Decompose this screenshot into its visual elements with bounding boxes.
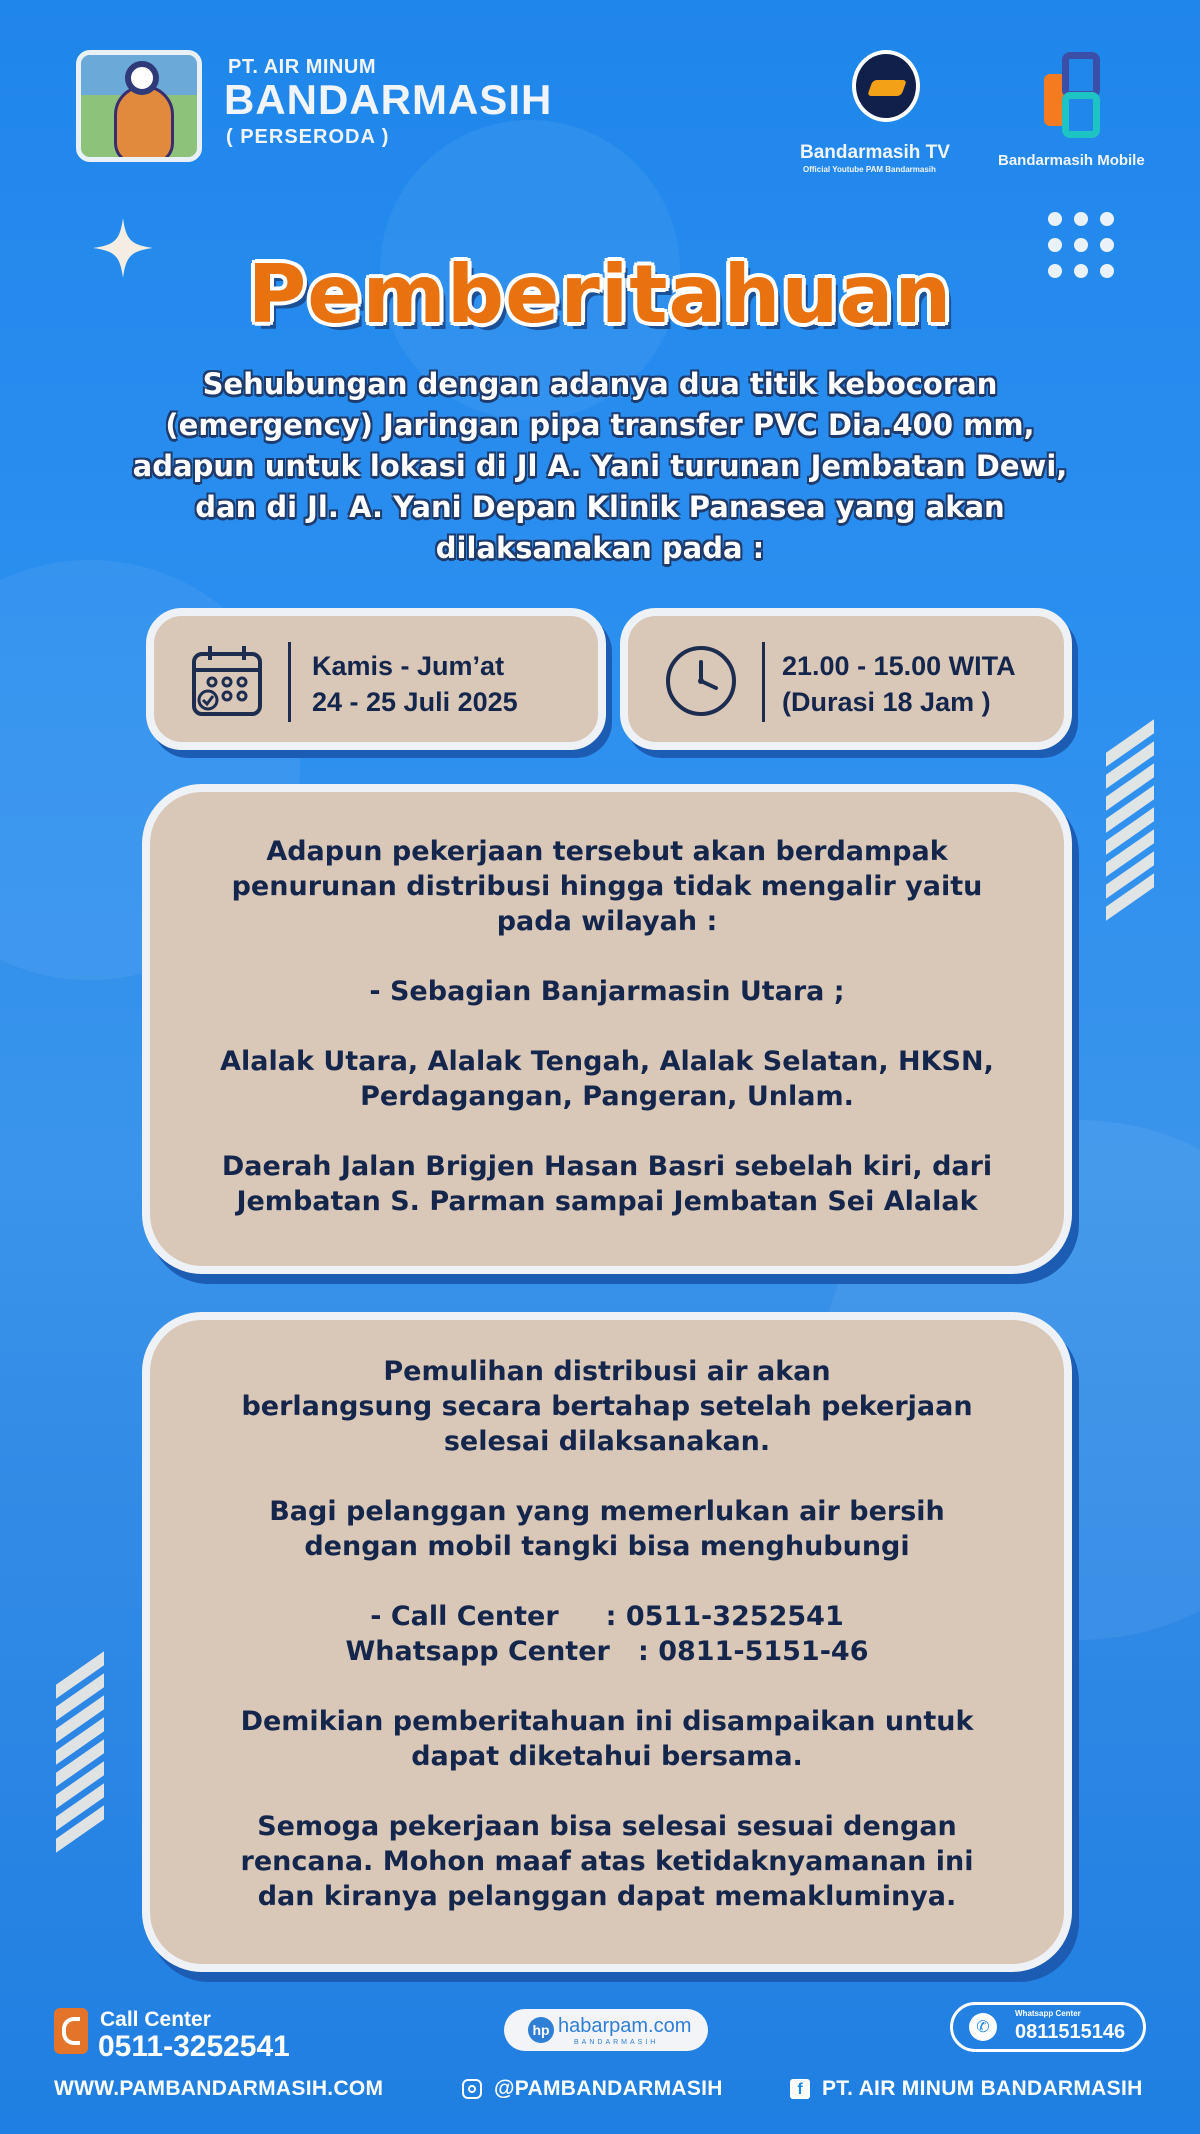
- pill-divider: [762, 642, 765, 722]
- whatsapp-number: 0811515146: [1015, 2021, 1126, 2043]
- instagram-link[interactable]: @PAMBANDARMASIH: [494, 2077, 723, 2100]
- phone-icon: [54, 2008, 88, 2054]
- company-logo: [76, 50, 202, 162]
- impact-areas: Alalak Utara, Alalak Tengah, Alalak Selatan, HKSN, Perdagangan, Pangeran, Unlam.: [220, 1046, 994, 1112]
- impact-lead: Adapun pekerjaan tersebut akan berdampak penurunan distribusi hingga tidak mengalir yaitu pada wilayah :: [231, 836, 983, 937]
- habarpam-icon: hp: [528, 2017, 554, 2043]
- whatsapp-badge[interactable]: [950, 2002, 1146, 2052]
- pill-divider: [288, 642, 291, 722]
- call-center-number[interactable]: 0511-3252541: [98, 2030, 290, 2063]
- whatsapp-icon: ✆: [969, 2013, 997, 2041]
- org-name: BANDARMASIH: [224, 76, 553, 123]
- facebook-link[interactable]: PT. AIR MINUM BANDARMASIH: [822, 2077, 1143, 2100]
- habarpam-sub: BANDARMASIH: [574, 2039, 659, 2046]
- recovery-call: - Call Center : 0511-3252541: [370, 1601, 844, 1632]
- org-prefix: PT. AIR MINUM: [228, 56, 376, 78]
- recovery-card: [142, 1312, 1072, 1972]
- instagram-icon: [462, 2079, 482, 2099]
- impact-card: [142, 784, 1072, 1274]
- impact-region: - Sebagian Banjarmasin Utara ;: [369, 976, 845, 1007]
- time-text: [782, 648, 1016, 720]
- schedule-day: Kamis - Jum’at: [312, 651, 505, 681]
- tv-subtitle: Official Youtube PAM Bandarmasih: [803, 165, 936, 174]
- bandarmasih-mobile-logo: [1044, 52, 1102, 140]
- calendar-icon: [190, 644, 264, 718]
- clock-icon: [664, 644, 738, 718]
- whatsapp-label: Whatsapp Center: [1015, 2009, 1081, 2018]
- facebook-icon: f: [790, 2079, 810, 2099]
- page-title: Pemberitahuan: [247, 248, 953, 341]
- bandarmasih-tv-logo: [852, 50, 920, 122]
- recovery-closing: Semoga pekerjaan bisa selesai sesuai dengan rencana. Mohon maaf atas ketidaknyamanan ini dan kiranya pelanggan dapat memakluminya.: [240, 1811, 974, 1912]
- recovery-line2: berlangsung secara bertahap setelah pekerjaan selesai dilaksanakan.: [241, 1391, 973, 1457]
- recovery-line1: Pemulihan distribusi air akan: [383, 1356, 831, 1387]
- schedule-time: 21.00 - 15.00 WITA: [782, 651, 1016, 681]
- date-text: [312, 648, 518, 720]
- habarpam-badge[interactable]: [504, 2009, 708, 2051]
- decorative-stripes: [1106, 736, 1154, 912]
- decorative-stripes: [56, 1668, 104, 1844]
- impact-street: Daerah Jalan Brigjen Hasan Basri sebelah kiri, dari Jembatan S. Parman sampai Jembatan Sei Alalak: [221, 1151, 993, 1217]
- schedule-duration: (Durasi 18 Jam ): [782, 687, 991, 717]
- tv-title: Bandarmasih TV: [800, 142, 950, 163]
- habarpam-name: habarpam.com: [558, 2015, 692, 2037]
- schedule-date: 24 - 25 Juli 2025: [312, 687, 518, 717]
- recovery-notice: Demikian pemberitahuan ini disampaikan untuk dapat diketahui bersama.: [240, 1706, 974, 1772]
- date-pill: [146, 608, 606, 750]
- website-link[interactable]: WWW.PAMBANDARMASIH.COM: [54, 2077, 384, 2100]
- recovery-whatsapp: Whatsapp Center : 0811-5151-46: [345, 1636, 869, 1667]
- recovery-tanker: Bagi pelanggan yang memerlukan air bersih dengan mobil tangki bisa menghubungi: [269, 1496, 945, 1562]
- call-center-label: Call Center: [100, 2008, 211, 2031]
- time-pill: [620, 608, 1072, 750]
- org-subtitle: ( PERSERODA ): [226, 126, 390, 148]
- mobile-title: Bandarmasih Mobile: [998, 152, 1145, 169]
- intro-text: Sehubungan dengan adanya dua titik kebocoran (emergency) Jaringan pipa transfer PVC Dia.400 mm, adapun untuk lokasi di Jl A. Yani turunan Jembatan Dewi, dan di Jl. A. Yani Depan Klinik Panasea yang akan dilaksanakan pada :: [132, 367, 1068, 565]
